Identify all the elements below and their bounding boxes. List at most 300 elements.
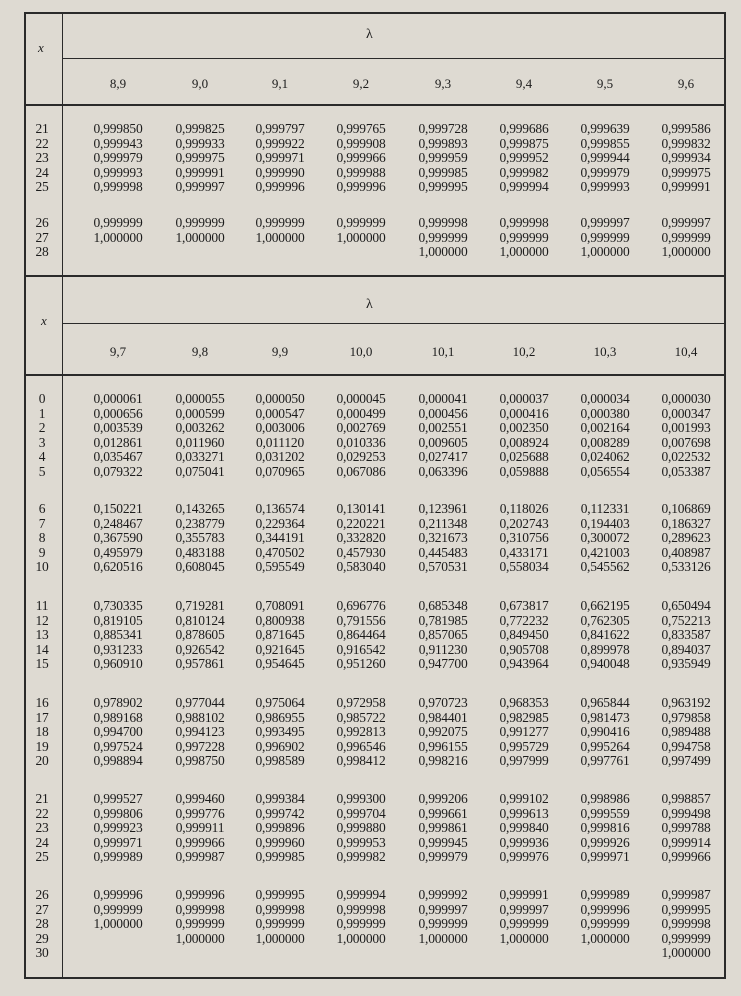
table-cell: 0,999300 (336, 791, 386, 806)
lambda-value: 9,7 (109, 344, 127, 359)
table-cell: 0,947700 (418, 656, 468, 672)
x-value: 1 (38, 405, 46, 421)
table-cell: 0,999997 (418, 901, 468, 917)
table-cell: 0,999982 (336, 849, 386, 865)
table-cell: 0,662195 (580, 598, 630, 613)
x-value: 26 (35, 887, 49, 902)
table-cell: 0,002350 (499, 420, 549, 436)
table-cell: 1,000000 (418, 930, 468, 946)
table-cell: 1,000000 (580, 244, 630, 260)
table-cell: 0,999998 (499, 215, 549, 230)
table-cell: 0,999998 (661, 916, 711, 932)
table-cell: 0,027417 (418, 449, 468, 465)
bottom-border (24, 977, 725, 979)
s2-lambda-rule (62, 323, 725, 324)
table-cell: 0,999855 (580, 135, 630, 151)
table-cell: 0,999979 (418, 849, 468, 865)
table-cell: 0,003539 (93, 420, 143, 436)
table-cell: 0,194403 (580, 515, 630, 531)
table-cell: 0,999989 (580, 887, 630, 902)
table-cell: 0,997499 (661, 753, 711, 769)
table-cell: 0,999460 (175, 791, 225, 806)
table-cell: 0,999985 (255, 849, 305, 865)
lambda-value: 10,2 (512, 344, 536, 359)
table-cell: 0,220221 (336, 515, 386, 531)
table-cell: 0,999999 (418, 916, 468, 932)
x-value: 7 (38, 515, 46, 531)
s1-header-rule (24, 104, 725, 106)
table-cell: 0,070965 (255, 464, 305, 479)
x-value: 16 (35, 695, 49, 710)
table-cell: 0,975064 (255, 695, 305, 710)
lambda-value: 9,6 (677, 76, 695, 91)
table-cell: 0,999825 (175, 121, 225, 136)
lambda-value: 10,0 (349, 344, 373, 359)
table-cell: 0,999880 (336, 820, 386, 836)
x-value: 12 (35, 612, 49, 628)
table-cell: 0,238779 (175, 515, 225, 531)
x-value: 29 (35, 930, 49, 946)
table-cell: 0,931233 (93, 641, 143, 657)
x-value: 17 (35, 709, 49, 725)
table-cell: 0,791556 (336, 612, 386, 628)
table-cell: 0,999995 (255, 887, 305, 902)
table-cell: 0,951260 (336, 656, 386, 672)
table-cell: 0,000456 (418, 405, 468, 421)
table-cell: 0,972958 (336, 695, 386, 710)
table-cell: 0,000030 (661, 391, 711, 406)
x-value: 2 (38, 420, 46, 436)
table-cell: 0,999999 (580, 229, 630, 245)
x-value: 20 (35, 753, 49, 769)
table-cell: 0,007698 (661, 434, 711, 450)
table-cell: 0,871645 (255, 627, 305, 643)
table-cell: 0,999384 (255, 791, 305, 806)
lambda-value: 9,1 (271, 76, 289, 91)
table-cell: 1,000000 (580, 930, 630, 946)
x-value: 22 (35, 135, 49, 151)
table-cell: 0,150221 (93, 501, 143, 516)
table-cell: 0,730335 (93, 598, 143, 613)
table-cell: 0,999993 (93, 164, 143, 180)
x-column-rule (62, 12, 63, 979)
table-cell: 0,998589 (255, 753, 305, 769)
x-value: 26 (35, 215, 49, 230)
table-cell: 0,079322 (93, 464, 143, 479)
table-cell: 1,000000 (661, 945, 711, 961)
table-cell: 0,000041 (418, 391, 468, 406)
table-cell: 0,999966 (336, 150, 386, 166)
table-cell: 0,999704 (336, 805, 386, 821)
table-cell: 0,999936 (499, 834, 549, 850)
lambda-value: 9,5 (596, 76, 614, 91)
x-value: 21 (35, 121, 49, 136)
table-cell: 0,002551 (418, 420, 468, 436)
table-cell: 0,999999 (499, 229, 549, 245)
table-cell: 0,993495 (255, 724, 305, 740)
table-cell: 0,999999 (580, 916, 630, 932)
table-cell: 1,000000 (255, 229, 305, 245)
table-cell: 0,921645 (255, 641, 305, 657)
table-cell: 0,999994 (336, 887, 386, 902)
table-cell: 0,999728 (418, 121, 468, 136)
table-cell: 0,000061 (93, 391, 143, 406)
table-cell: 0,999908 (336, 135, 386, 151)
table-cell: 0,202743 (499, 515, 549, 531)
table-cell: 0,996902 (255, 738, 305, 754)
x-value: 27 (35, 229, 49, 245)
table-cell: 0,800938 (255, 612, 305, 628)
table-cell: 0,696776 (336, 598, 386, 613)
table-cell: 0,999999 (661, 930, 711, 946)
table-cell: 0,999971 (255, 150, 305, 166)
table-cell: 0,999896 (255, 820, 305, 836)
table-cell: 0,999959 (418, 150, 468, 166)
table-cell: 0,999997 (499, 901, 549, 917)
x-value: 8 (38, 530, 46, 546)
section-divider (24, 275, 725, 277)
table-cell: 0,994123 (175, 724, 225, 740)
table-cell: 0,595549 (255, 559, 305, 575)
lambda-value: 9,2 (352, 76, 370, 91)
table-cell: 0,002164 (580, 420, 630, 436)
table-cell: 0,029253 (336, 449, 386, 465)
table-cell: 0,999991 (499, 887, 549, 902)
table-cell: 0,999943 (93, 135, 143, 151)
table-cell: 0,186327 (661, 515, 711, 531)
table-cell: 0,999933 (175, 135, 225, 151)
x-value: 19 (35, 738, 49, 754)
section1-x-header: x (38, 40, 44, 55)
table-cell: 0,999991 (661, 179, 711, 195)
table-cell: 0,762305 (580, 612, 630, 628)
x-value: 13 (35, 627, 49, 643)
table-cell: 0,999979 (93, 150, 143, 166)
table-cell: 0,310756 (499, 530, 549, 546)
table-cell: 0,999914 (661, 834, 711, 850)
table-cell: 0,000050 (255, 391, 305, 406)
table-cell: 1,000000 (499, 930, 549, 946)
table-cell: 0,063396 (418, 464, 468, 479)
table-cell: 0,999999 (499, 916, 549, 932)
table-cell: 0,367590 (93, 530, 143, 546)
table-cell: 0,991277 (499, 724, 549, 740)
table-cell: 0,998750 (175, 753, 225, 769)
table-cell: 0,025688 (499, 449, 549, 465)
table-cell: 0,000380 (580, 405, 630, 421)
lambda-value: 9,3 (434, 76, 452, 91)
table-cell: 0,999832 (661, 135, 711, 151)
table-cell: 1,000000 (175, 930, 225, 946)
x-value: 27 (35, 901, 49, 917)
table-cell: 0,999742 (255, 805, 305, 821)
left-border (24, 12, 26, 979)
table-cell: 0,999995 (418, 179, 468, 195)
table-cell: 0,960910 (93, 656, 143, 672)
table-cell: 0,009605 (418, 434, 468, 450)
table-cell: 0,999613 (499, 805, 549, 821)
table-cell: 0,999971 (580, 849, 630, 865)
table-cell: 0,999966 (661, 849, 711, 865)
table-cell: 0,300072 (580, 530, 630, 546)
table-cell: 0,059888 (499, 464, 549, 479)
x-value: 25 (35, 849, 49, 865)
table-cell: 0,899978 (580, 641, 630, 657)
s2-header-rule (24, 374, 725, 376)
table-cell: 1,000000 (418, 244, 468, 260)
table-cell: 0,999975 (175, 150, 225, 166)
x-value: 10 (35, 559, 49, 575)
table-cell: 0,999971 (93, 834, 143, 850)
table-cell: 0,136574 (255, 501, 305, 516)
table-cell: 1,000000 (499, 244, 549, 260)
x-value: 9 (38, 544, 46, 560)
table-cell: 0,999998 (255, 901, 305, 917)
lambda-value: 9,4 (515, 76, 533, 91)
table-cell: 0,978902 (93, 695, 143, 710)
table-cell: 0,355783 (175, 530, 225, 546)
table-cell: 0,999999 (336, 215, 386, 230)
table-cell: 0,999996 (336, 179, 386, 195)
table-cell: 0,998894 (93, 753, 143, 769)
table-cell: 0,000347 (661, 405, 711, 421)
table-cell: 0,940048 (580, 656, 630, 672)
x-value: 22 (35, 805, 49, 821)
table-cell: 0,998412 (336, 753, 386, 769)
table-cell: 0,999922 (255, 135, 305, 151)
table-cell: 1,000000 (336, 930, 386, 946)
table-cell: 0,999997 (661, 215, 711, 230)
table-cell: 0,470502 (255, 544, 305, 560)
table-cell: 0,984401 (418, 709, 468, 725)
table-cell: 0,998986 (580, 791, 630, 806)
table-cell: 0,558034 (499, 559, 549, 575)
table-cell: 0,999985 (418, 164, 468, 180)
table-cell: 0,999861 (418, 820, 468, 836)
table-cell: 0,986955 (255, 709, 305, 725)
table-cell: 0,999934 (661, 150, 711, 166)
table-cell: 0,864464 (336, 627, 386, 643)
table-cell: 0,999991 (175, 164, 225, 180)
table-cell: 0,833587 (661, 627, 711, 643)
table-cell: 0,781985 (418, 612, 468, 628)
table-cell: 0,033271 (175, 449, 225, 465)
table-cell: 0,999498 (661, 805, 711, 821)
table-cell: 0,999999 (336, 916, 386, 932)
table-cell: 0,752213 (661, 612, 711, 628)
table-cell: 0,001993 (661, 420, 711, 436)
table-cell: 0,995264 (580, 738, 630, 754)
table-cell: 0,979858 (661, 709, 711, 725)
table-cell: 0,997761 (580, 753, 630, 769)
table-cell: 0,999997 (580, 215, 630, 230)
table-cell: 0,963192 (661, 695, 711, 710)
table-cell: 0,999953 (336, 834, 386, 850)
table-cell: 0,445483 (418, 544, 468, 560)
table-cell: 0,997228 (175, 738, 225, 754)
section2-x-header: x (41, 313, 47, 328)
table-cell: 0,067086 (336, 464, 386, 479)
table-cell: 0,112331 (580, 501, 630, 516)
x-value: 15 (35, 656, 49, 672)
table-cell: 0,965844 (580, 695, 630, 710)
table-cell: 0,999945 (418, 834, 468, 850)
table-cell: 0,849450 (499, 627, 549, 643)
table-cell: 0,999850 (93, 121, 143, 136)
table-cell: 0,248467 (93, 515, 143, 531)
table-cell: 0,999559 (580, 805, 630, 821)
table-cell: 0,819105 (93, 612, 143, 628)
table-cell: 0,999102 (499, 791, 549, 806)
table-cell: 0,421003 (580, 544, 630, 560)
table-cell: 0,008289 (580, 434, 630, 450)
table-cell: 0,008924 (499, 434, 549, 450)
x-value: 28 (35, 916, 49, 932)
table-cell: 0,810124 (175, 612, 225, 628)
x-value: 23 (35, 150, 49, 166)
table-cell: 0,719281 (175, 598, 225, 613)
table-cell: 0,943964 (499, 656, 549, 672)
section2-lambda-header: λ (366, 297, 373, 312)
table-cell: 0,000045 (336, 391, 386, 406)
table-cell: 1,000000 (336, 229, 386, 245)
table-cell: 1,000000 (175, 229, 225, 245)
table-cell: 0,999999 (418, 229, 468, 245)
table-cell: 0,332820 (336, 530, 386, 546)
table-cell: 0,878605 (175, 627, 225, 643)
table-cell: 0,000656 (93, 405, 143, 421)
table-cell: 0,999527 (93, 791, 143, 806)
table-cell: 0,999686 (499, 121, 549, 136)
table-cell: 0,999988 (336, 164, 386, 180)
table-cell: 0,999944 (580, 150, 630, 166)
table-cell: 0,935949 (661, 656, 711, 672)
table-cell: 0,982985 (499, 709, 549, 725)
table-cell: 0,994758 (661, 738, 711, 754)
table-cell: 0,620516 (93, 559, 143, 575)
table-cell: 0,011120 (255, 434, 305, 450)
table-cell: 0,344191 (255, 530, 305, 546)
table-cell: 0,989168 (93, 709, 143, 725)
table-cell: 0,996546 (336, 738, 386, 754)
table-cell: 0,003262 (175, 420, 225, 436)
table-cell: 0,000547 (255, 405, 305, 421)
x-value: 0 (38, 391, 46, 406)
table-cell: 0,999976 (499, 849, 549, 865)
table-cell: 0,999999 (175, 215, 225, 230)
table-cell: 0,894037 (661, 641, 711, 657)
table-cell: 0,998216 (418, 753, 468, 769)
table-cell: 0,608045 (175, 559, 225, 575)
table-cell: 0,106869 (661, 501, 711, 516)
top-border (24, 12, 725, 14)
table-cell: 0,999960 (255, 834, 305, 850)
table-cell: 0,583040 (336, 559, 386, 575)
table-cell: 0,685348 (418, 598, 468, 613)
table-cell: 0,483188 (175, 544, 225, 560)
table-cell: 0,999987 (175, 849, 225, 865)
table-cell: 0,022532 (661, 449, 711, 465)
table-cell: 0,772232 (499, 612, 549, 628)
table-cell: 0,999996 (93, 887, 143, 902)
table-cell: 0,053387 (661, 464, 711, 479)
table-cell: 1,000000 (93, 229, 143, 245)
table-cell: 0,999816 (580, 820, 630, 836)
table-cell: 1,000000 (661, 244, 711, 260)
table-cell: 0,143265 (175, 501, 225, 516)
table-cell: 0,999999 (93, 901, 143, 917)
table-cell: 0,911230 (418, 641, 468, 657)
table-cell: 0,999992 (418, 887, 468, 902)
x-value: 24 (35, 164, 49, 180)
table-cell: 0,211348 (418, 515, 468, 531)
table-cell: 1,000000 (93, 916, 143, 932)
table-cell: 0,999996 (255, 179, 305, 195)
lambda-value: 9,9 (271, 344, 289, 359)
s1-lambda-rule (62, 58, 725, 59)
table-cell: 0,968353 (499, 695, 549, 710)
table-cell: 0,999999 (93, 215, 143, 230)
table-cell: 0,999994 (499, 179, 549, 195)
table-cell: 0,408987 (661, 544, 711, 560)
table-cell: 0,000416 (499, 405, 549, 421)
table-cell: 0,024062 (580, 449, 630, 465)
table-cell: 0,977044 (175, 695, 225, 710)
table-cell: 0,997999 (499, 753, 549, 769)
table-cell: 0,000499 (336, 405, 386, 421)
table-cell: 0,999997 (175, 179, 225, 195)
lambda-value: 9,0 (191, 76, 209, 91)
lambda-value: 8,9 (109, 76, 127, 91)
x-value: 14 (35, 641, 49, 657)
lambda-value: 9,8 (191, 344, 209, 359)
table-cell: 0,123961 (418, 501, 468, 516)
table-cell: 1,000000 (255, 930, 305, 946)
table-cell: 0,999998 (336, 901, 386, 917)
table-cell: 0,999911 (175, 820, 225, 836)
lambda-value: 10,4 (674, 344, 698, 359)
table-cell: 0,533126 (661, 559, 711, 575)
table-cell: 0,905708 (499, 641, 549, 657)
x-value: 6 (38, 501, 46, 516)
table-cell: 0,999995 (661, 901, 711, 917)
table-cell: 0,999989 (93, 849, 143, 865)
table-cell: 0,999987 (661, 887, 711, 902)
x-value: 24 (35, 834, 49, 850)
table-cell: 0,999661 (418, 805, 468, 821)
table-cell: 0,989488 (661, 724, 711, 740)
table-cell: 0,999999 (255, 215, 305, 230)
table-cell: 0,999999 (255, 916, 305, 932)
table-cell: 0,999998 (175, 901, 225, 917)
x-value: 28 (35, 244, 49, 260)
table-cell: 0,130141 (336, 501, 386, 516)
x-value: 21 (35, 791, 49, 806)
table-cell: 0,000055 (175, 391, 225, 406)
table-cell: 0,954645 (255, 656, 305, 672)
right-border (724, 12, 726, 979)
table-cell: 0,994700 (93, 724, 143, 740)
table-cell: 0,650494 (661, 598, 711, 613)
table-cell: 0,708091 (255, 598, 305, 613)
table-cell: 0,841622 (580, 627, 630, 643)
table-cell: 0,433171 (499, 544, 549, 560)
table-cell: 0,857065 (418, 627, 468, 643)
table-cell: 0,056554 (580, 464, 630, 479)
table-cell: 0,885341 (93, 627, 143, 643)
table-cell: 0,970723 (418, 695, 468, 710)
table-cell: 0,999206 (418, 791, 468, 806)
